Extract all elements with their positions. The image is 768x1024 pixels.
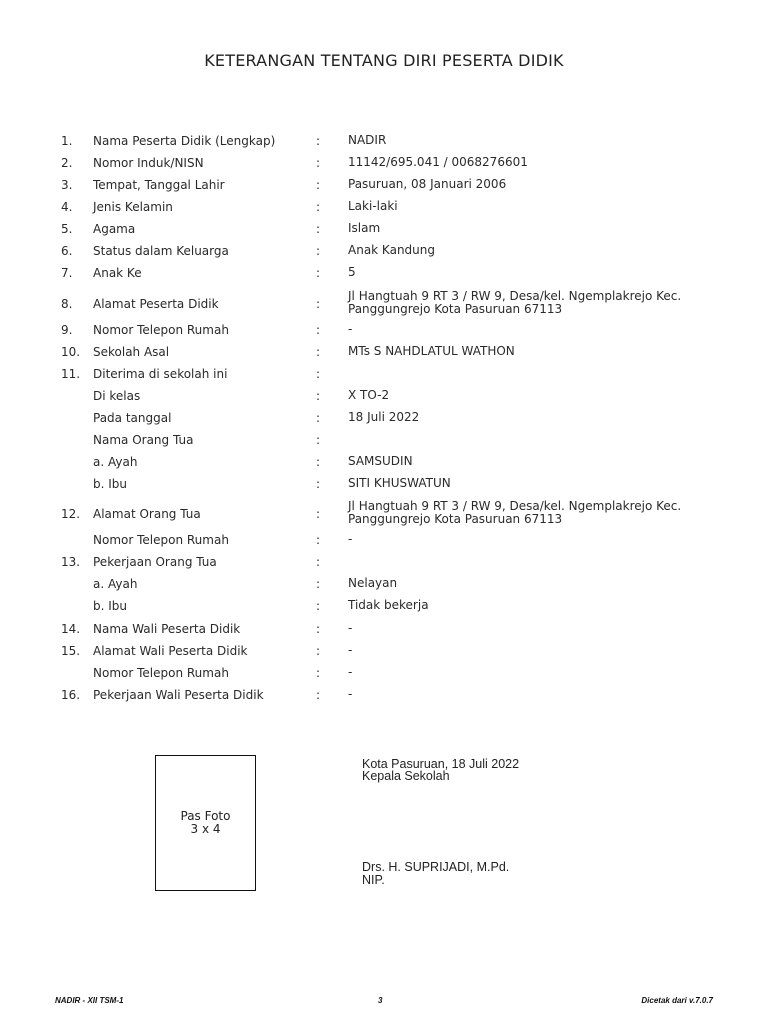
row-colon: : [316,297,321,311]
row-number: 10. [61,345,81,359]
row-colon: : [316,323,321,337]
row-value-line: Jl Hangtuah 9 RT 3 / RW 9, Desa/kel. Ngemplakrejo Kec. [348,499,682,513]
document-title: KETERANGAN TENTANG DIRI PESERTA DIDIK [204,51,564,70]
row-label: Anak Ke [93,266,142,280]
row-value [348,290,748,316]
row-number: 5. [61,222,73,236]
info-row [0,319,768,341]
row-colon: : [316,433,321,447]
row-colon: : [316,266,321,280]
row-label: Pekerjaan Wali Peserta Didik [93,688,264,702]
row-value: NADIR [348,133,387,147]
row-colon: : [316,156,321,170]
photo-placeholder [155,755,256,891]
row-label: b. Ibu [93,477,128,491]
signature-place-date: Kota Pasuruan, 18 Juli 2022 [362,757,520,771]
row-value: - [348,621,353,635]
row-number: 1. [61,134,73,148]
row-number: 8. [61,297,73,311]
signature-name: Drs. H. SUPRIJADI, M.Pd. [362,860,510,874]
row-colon: : [316,533,321,547]
row-label: Nomor Telepon Rumah [93,323,229,337]
row-colon: : [316,644,321,658]
row-label: Alamat Wali Peserta Didik [93,644,248,658]
row-label: Alamat Orang Tua [93,507,201,521]
row-number: 3. [61,178,73,192]
row-label: Jenis Kelamin [93,200,173,214]
row-label: Nomor Induk/NISN [93,156,204,170]
row-colon: : [316,577,321,591]
info-row [0,529,768,551]
signature-header [362,758,519,782]
row-label: Pada tanggal [93,411,172,425]
row-number: 12. [61,507,81,521]
row-colon: : [316,178,321,192]
row-number: 15. [61,644,81,658]
row-colon: : [316,222,321,236]
info-row [0,196,768,218]
row-colon: : [316,477,321,491]
row-value-line: Jl Hangtuah 9 RT 3 / RW 9, Desa/kel. Ngemplakrejo Kec. [348,289,682,303]
info-row [0,363,768,385]
row-value: - [348,532,353,546]
row-value: Anak Kandung [348,243,435,257]
info-row [0,152,768,174]
row-label: Status dalam Keluarga [93,244,229,258]
info-row [0,130,768,152]
footer-page-number: 3 [378,996,383,1005]
info-row [0,662,768,684]
row-label: Nama Peserta Didik (Lengkap) [93,134,276,148]
info-row [0,429,768,451]
info-row [0,640,768,662]
row-label: Di kelas [93,389,141,403]
row-value: - [348,322,353,336]
row-colon: : [316,599,321,613]
row-label: a. Ayah [93,577,138,591]
row-colon: : [316,666,321,680]
row-colon: : [316,555,321,569]
row-number: 2. [61,156,73,170]
row-number: 4. [61,200,73,214]
row-colon: : [316,244,321,258]
row-colon: : [316,622,321,636]
info-row [0,573,768,595]
row-value-line: Panggungrejo Kota Pasuruan 67113 [348,512,563,526]
info-row [0,473,768,495]
row-value: 18 Juli 2022 [348,410,420,424]
signature-role: Kepala Sekolah [362,769,450,783]
row-number: 7. [61,266,73,280]
row-colon: : [316,367,321,381]
photo-caption [156,810,255,836]
row-value: - [348,687,353,701]
info-row [0,595,768,617]
row-value-line: Panggungrejo Kota Pasuruan 67113 [348,302,563,316]
row-value: SAMSUDIN [348,454,413,468]
row-value [348,500,748,526]
row-number: 16. [61,688,81,702]
info-row [0,684,768,706]
info-row [0,451,768,473]
info-row [0,290,768,318]
row-colon: : [316,688,321,702]
row-colon: : [316,389,321,403]
row-value: Islam [348,221,381,235]
row-label: a. Ayah [93,455,138,469]
row-value: X TO-2 [348,388,390,402]
row-number: 13. [61,555,81,569]
info-row [0,174,768,196]
info-row [0,341,768,363]
footer-version: Dicetak dari v.7.0.7 [641,996,713,1005]
info-row [0,218,768,240]
row-value: Pasuruan, 08 Januari 2006 [348,177,507,191]
info-row [0,500,768,528]
row-colon: : [316,200,321,214]
row-number: 9. [61,323,73,337]
info-row [0,262,768,284]
row-value: SITI KHUSWATUN [348,476,451,490]
row-number: 6. [61,244,73,258]
row-number: 14. [61,622,81,636]
signature-footer [362,861,509,887]
row-label: Nomor Telepon Rumah [93,533,229,547]
row-label: Nomor Telepon Rumah [93,666,229,680]
info-row [0,240,768,262]
row-label: Pekerjaan Orang Tua [93,555,217,569]
row-colon: : [316,455,321,469]
row-value: MTs S NAHDLATUL WATHON [348,344,515,358]
row-colon: : [316,134,321,148]
row-colon: : [316,411,321,425]
row-value: 11142/695.041 / 0068276601 [348,155,528,169]
row-value: Nelayan [348,576,398,590]
row-label: b. Ibu [93,599,128,613]
row-value: - [348,643,353,657]
signature-nip: NIP. [362,873,385,887]
row-label: Nama Orang Tua [93,433,194,447]
row-number: 11. [61,367,81,381]
row-label: Agama [93,222,136,236]
info-row [0,407,768,429]
row-label: Tempat, Tanggal Lahir [93,178,225,192]
row-value: - [348,665,353,679]
info-row [0,385,768,407]
row-value: 5 [348,265,356,279]
row-colon: : [316,345,321,359]
photo-caption-line: 3 x 4 [190,822,221,836]
row-label: Nama Wali Peserta Didik [93,622,241,636]
row-value: Laki-laki [348,199,398,213]
info-row [0,618,768,640]
row-value: Tidak bekerja [348,598,429,612]
row-colon: : [316,507,321,521]
row-label: Diterima di sekolah ini [93,367,228,381]
row-label: Alamat Peserta Didik [93,297,219,311]
photo-caption-line: Pas Foto [180,809,231,823]
info-row [0,551,768,573]
footer-student-class: NADIR - XII TSM-1 [55,996,124,1005]
row-label: Sekolah Asal [93,345,170,359]
